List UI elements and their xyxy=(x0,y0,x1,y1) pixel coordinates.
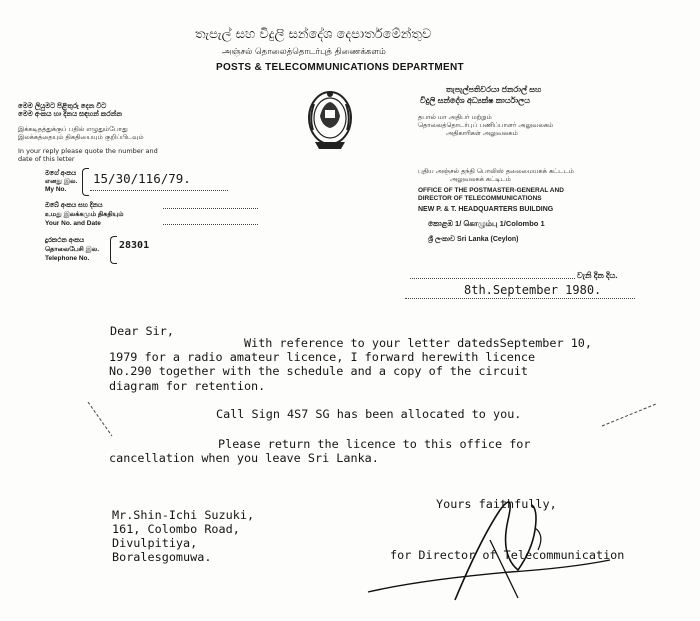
reply-instruction-si-1: මෙම ලියුමට පිළිතුරු දෙන විට xyxy=(18,103,107,110)
your-no-dotted-line-2 xyxy=(163,224,258,225)
tel-value: 28301 xyxy=(119,240,150,251)
date-value-dotted-line xyxy=(405,298,635,299)
addressee-line-2: 161, Colombo Road, xyxy=(112,522,240,536)
paragraph-1-line-1: With reference to your letter datedsSeptember 10, xyxy=(244,336,593,350)
office-ta-1: தபால் மா அதிபர் மற்றும் xyxy=(418,113,492,121)
paragraph-1-line-4: diagram for retention. xyxy=(109,379,266,393)
office-ta-2: தொலைத்தொடர்புப் பணிப்பாளர் அலுவலகம் xyxy=(418,121,554,129)
paragraph-1-line-2: 1979 for a radio amateur licence, I forward herewith licence xyxy=(109,350,536,364)
date-dotted-line xyxy=(410,278,575,279)
paragraph-3-line-2: cancellation when you leave Sri Lanka. xyxy=(109,451,379,465)
your-no-ta: உமது இலக்கமும் திகதியும் xyxy=(45,211,124,218)
reply-instruction-en-1: In your reply please quote the number and xyxy=(18,147,158,155)
date-suffix: වැනි දින දිය. xyxy=(577,271,618,280)
signature xyxy=(360,480,660,614)
paragraph-1-line-3: No.290 together with the schedule and a copy of the circuit xyxy=(109,364,529,378)
addressee-line-3: Divulpitiya, xyxy=(112,536,198,550)
my-no-ta: எனது இல. xyxy=(45,178,78,185)
signatory: for Director of Telecommunication xyxy=(390,548,625,562)
valediction: Yours faithfully, xyxy=(436,497,557,511)
office-si-2: විදුලි සන්දේශ අධ්‍යක්ෂ කාර්යාලය xyxy=(420,96,530,105)
office-en-1: OFFICE OF THE POSTMASTER-GENERAL AND xyxy=(418,187,564,194)
letterhead-sinhala: තැපැල් සහ විදුලි සන්දේශ දෙපාර්තමේන්තුව xyxy=(195,27,432,42)
office-ta-3: அதிகாரிகள் அலுவலகம் xyxy=(446,129,518,137)
tel-en: Telephone No. xyxy=(45,255,90,262)
your-no-dotted-line-1 xyxy=(163,208,258,209)
your-no-en: Your No. and Date xyxy=(45,220,101,227)
your-no-si: ඔබේ අංකය සහ දිනය xyxy=(45,202,103,209)
date-value: 8th.September 1980. xyxy=(464,283,602,297)
my-no-bracket xyxy=(82,168,89,196)
salutation: Dear Sir, xyxy=(110,324,174,338)
reply-instruction-si-2: මෙම අංකය හා දිනය සඳහන් කරන්න xyxy=(18,111,123,118)
reply-instruction-ta-2: இலக்கத்தையும் திகதியையும் குறிப்பிடவும் xyxy=(18,133,144,141)
my-no-si: මගේ අංකය xyxy=(45,170,77,177)
office-en-3: NEW P. & T. HEADQUARTERS BUILDING xyxy=(418,206,554,213)
my-no-dotted-line xyxy=(90,190,228,191)
state-emblem-icon xyxy=(305,86,355,160)
my-no-value: 15/30/116/79. xyxy=(93,171,191,186)
office-si-1: තැපැල්පතිවරයා ජනරාල් සහ xyxy=(446,85,542,94)
addressee-line-4: Boralesgomuwa. xyxy=(112,550,212,564)
office-en-2: DIRECTOR OF TELECOMMUNICATIONS xyxy=(418,195,542,202)
paragraph-2: Call Sign 4S7 SG has been allocated to you. xyxy=(216,407,522,421)
tel-si: දුරකථන අංකය xyxy=(45,237,85,244)
reply-instruction-en-2: date of this letter xyxy=(18,155,75,163)
hq-ta-2: அலுவலகக் கட்டிடம் xyxy=(450,175,511,183)
my-no-en: My No. xyxy=(45,186,67,193)
scan-mark-left xyxy=(86,400,116,444)
tel-ta: தொலைபேசி இல. xyxy=(45,246,100,253)
city-line: කොළඹ 1/ கொழும்பு 1/Colombo 1 xyxy=(428,219,545,228)
country-line: ශ්‍රී ලංකාව Sri Lanka (Ceylon) xyxy=(428,236,519,243)
hq-ta-1: புதிய அஞ்சல் தந்தி பொலிஸ் தலைமையகக் கட்டடம் xyxy=(418,167,574,175)
paragraph-3-line-1: Please return the licence to this office for xyxy=(218,437,531,451)
addressee-line-1: Mr.Shin-Ichi Suzuki, xyxy=(112,508,255,522)
letterhead-tamil: அஞ்சல் தொலைத்தொடர்புத் திணைக்களம் xyxy=(222,47,386,57)
tel-bracket xyxy=(110,236,117,264)
reply-instruction-ta-1: இக்கடிதத்துக்குப் பதில் எழுதும்போது xyxy=(18,125,128,133)
scan-mark-right xyxy=(600,400,660,434)
letterhead-english: POSTS & TELECOMMUNICATIONS DEPARTMENT xyxy=(216,62,464,73)
